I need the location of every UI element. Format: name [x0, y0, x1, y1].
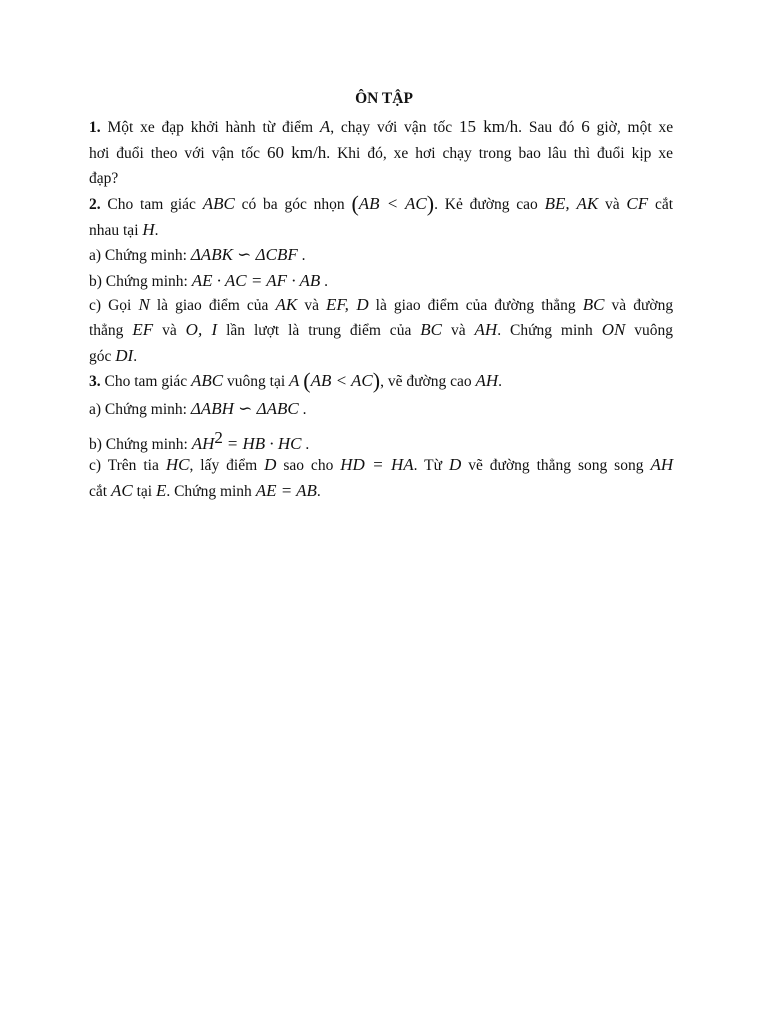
math: AB < AC — [358, 194, 427, 213]
text: . — [324, 273, 329, 290]
paren: ( — [303, 368, 311, 393]
problem-2-number: 2. — [89, 196, 101, 213]
text: là giao điểm của đường thẳng — [375, 297, 576, 314]
math: 60 km/h — [266, 143, 327, 162]
problem-2-line-1 — [89, 191, 674, 216]
text: . — [133, 348, 138, 365]
math: DI — [115, 346, 134, 365]
text: , lấy điểm — [189, 457, 258, 474]
text: . Kẻ đường cao — [434, 196, 538, 213]
math: AE · AC = AF · AB — [191, 271, 321, 290]
text: b) Chứng minh: — [89, 273, 188, 290]
text: cắt — [654, 196, 674, 213]
text: . — [154, 222, 159, 239]
math: O, I — [185, 320, 218, 339]
text: hơi đuổi theo với vận tốc — [89, 145, 260, 162]
problem-3-part-b — [89, 428, 689, 455]
problem-2-line-2 — [89, 220, 689, 241]
math: N — [138, 295, 150, 314]
math: ΔABK ∽ ΔCBF — [190, 245, 298, 264]
text: và đường — [611, 297, 674, 314]
math: AK — [275, 295, 298, 314]
math: ON — [601, 320, 626, 339]
text: , vẽ đường cao — [380, 373, 472, 390]
math: AE = AB — [255, 481, 317, 500]
text: vẽ đường thẳng song song — [468, 457, 644, 474]
text: . — [305, 436, 310, 454]
problem-2-part-a — [89, 245, 689, 266]
text: là giao điểm của — [156, 297, 269, 314]
text: vuông tại — [227, 373, 286, 390]
page-title: ÔN TẬP — [355, 90, 413, 107]
math: = HB · HC — [226, 434, 302, 454]
text: Một xe đạp khởi hành từ điểm — [107, 119, 314, 136]
text: vuông — [634, 322, 674, 339]
paren: ( — [351, 191, 359, 216]
problem-1-line-1 — [89, 117, 673, 138]
math: ΔABH ∽ ΔABC — [190, 399, 299, 418]
text: thẳng — [89, 322, 124, 339]
math: A — [289, 371, 300, 390]
problem-3-part-c-line-2 — [89, 481, 689, 502]
math: BE, AK — [544, 194, 599, 213]
problem-2-part-c-line-2 — [89, 320, 673, 341]
text: . Sau đó — [518, 119, 575, 136]
text: góc — [89, 348, 112, 365]
text: b) Chứng minh: — [89, 436, 188, 454]
math: CF — [626, 194, 649, 213]
math: 6 — [581, 117, 590, 136]
text: Cho tam giác — [107, 196, 196, 213]
math: AH — [474, 320, 498, 339]
math: BC — [582, 295, 605, 314]
problem-2-part-c-line-3 — [89, 346, 689, 367]
problem-2-part-c-line-1 — [89, 295, 673, 316]
text: . Chứng minh — [166, 483, 252, 500]
problem-3-part-a — [89, 399, 689, 420]
text: . Khi đó, xe hơi chạy trong bao lâu thì đuổi kịp xe — [326, 145, 674, 162]
problem-2-part-b — [89, 271, 689, 292]
text: nhau tại — [89, 222, 139, 239]
math: H — [142, 220, 155, 239]
math: ABC — [191, 371, 224, 390]
math: AB < AC — [310, 371, 373, 390]
math: AH — [650, 455, 674, 474]
math: D — [264, 455, 277, 474]
text: c) Trên tia — [89, 457, 159, 474]
text: và — [450, 322, 466, 339]
problem-1-line-2 — [89, 143, 673, 164]
math: HD = HA — [340, 455, 414, 474]
text: cắt — [89, 483, 108, 500]
math: HC — [165, 455, 190, 474]
problem-1-number: 1. — [89, 119, 101, 136]
text: giờ, một xe — [596, 119, 674, 136]
text: . Chứng minh — [497, 322, 593, 339]
text: tại — [136, 483, 153, 500]
paren: ) — [372, 368, 381, 393]
text: và — [604, 196, 620, 213]
text: có ba góc nhọn — [241, 196, 345, 213]
text: . — [316, 483, 321, 500]
math: A — [319, 117, 331, 136]
math: AC — [110, 481, 133, 500]
problem-3-part-c-line-1 — [89, 455, 673, 476]
text: . — [302, 401, 307, 418]
text: và — [162, 322, 177, 339]
math: ABC — [202, 194, 235, 213]
text: . — [301, 247, 306, 264]
math: EF, D — [326, 295, 369, 314]
math: AH — [475, 371, 499, 390]
math: D — [448, 455, 462, 474]
text: a) Chứng minh: — [89, 401, 187, 418]
text: . — [498, 373, 503, 390]
problem-3-line-1 — [89, 368, 689, 393]
paren: ) — [426, 191, 435, 216]
math: BC — [420, 320, 442, 339]
text: c) Gọi — [89, 297, 132, 314]
math: E — [155, 481, 167, 500]
problem-3-number: 3. — [89, 373, 101, 390]
superscript: 2 — [214, 428, 223, 447]
math: EF — [132, 320, 154, 339]
text: . Từ — [413, 457, 443, 474]
math: 15 km/h — [459, 117, 519, 136]
text: Cho tam giác — [104, 373, 188, 390]
text: a) Chứng minh: — [89, 247, 187, 264]
problem-1-line-3: đạp? — [89, 170, 119, 187]
text: và — [304, 297, 319, 314]
text: , chạy với vận tốc — [330, 119, 453, 136]
text: lần lượt là trung điểm của — [226, 322, 412, 339]
math: AH — [191, 434, 215, 454]
text: sao cho — [283, 457, 334, 474]
